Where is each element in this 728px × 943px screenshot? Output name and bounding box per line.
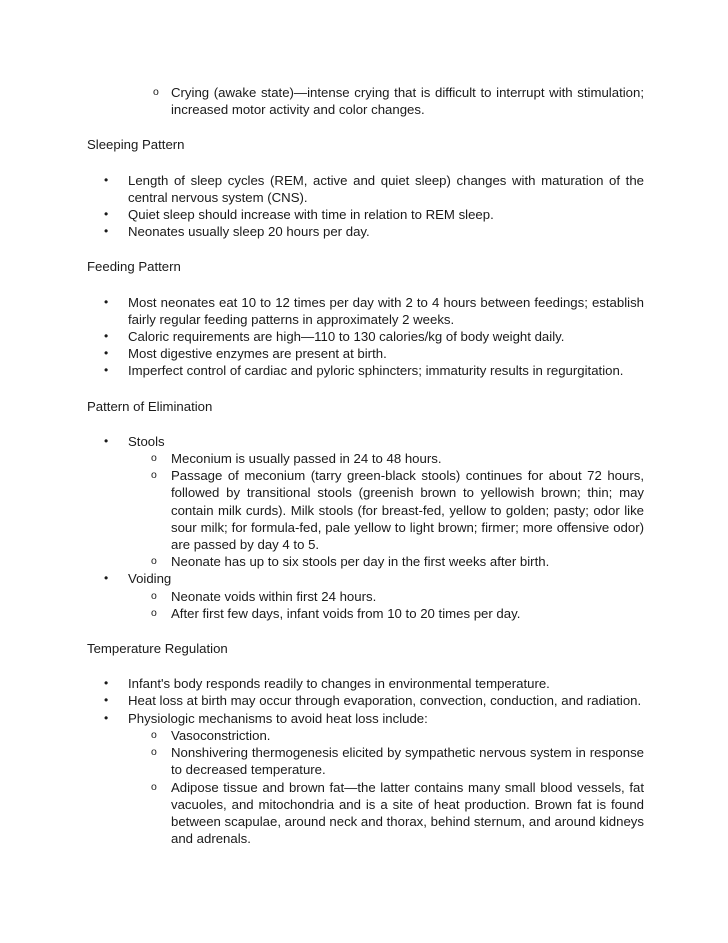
bullet-item (87, 362, 644, 379)
bullet-item (87, 692, 644, 709)
bullet-item (87, 433, 644, 571)
sub-list-item: o Passage of meconium (tarry green-black stools) continues for about 72 hours, followed by transitional stools (greenish brown to yellowish brown; thin; may contain milk curds). Milk stools (for breast-fed, yellow to golden; pasty; odor like sour milk; for formula-fed, pale yellow to light brown; firmer; more offensive odor) are passed by day 4 to 5. (128, 467, 644, 553)
sub-list-item: o Crying (awake state)—intense crying that is difficult to interrupt with stimulation; increased motor activity and color changes. (130, 84, 644, 118)
bullet-text: • Voiding (128, 571, 172, 587)
bullet-item (87, 223, 644, 240)
bullet-text: • Infant's body responds readily to changes in environmental temperature. (128, 676, 550, 692)
section-heading: Sleeping Pattern (87, 137, 185, 153)
bullet-text: • Heat loss at birth may occur through evaporation, convection, conduction, and radiation. (128, 693, 642, 709)
bullet-item (87, 345, 644, 362)
sub-list-item: o After first few days, infant voids from 10 to 20 times per day. (128, 605, 644, 622)
bullet-text: • Caloric requirements are high—110 to 130 calories/kg of body weight daily. (128, 329, 565, 345)
bullet-list (87, 675, 644, 847)
bullet-item (87, 328, 644, 345)
bullet-item (87, 172, 644, 206)
sub-list-item: o Adipose tissue and brown fat—the latter contains many small blood vessels, fat vacuoles, and mitochondria and is a site of heat production. Brown fat is found between scapulae, around neck and thorax, behind sternum, and around kidneys and adrenals. (128, 779, 644, 848)
sub-list-item: o Meconium is usually passed in 24 to 48 hours. (128, 450, 644, 467)
sub-list-item: o Vasoconstriction. (128, 727, 644, 744)
bullet-text: • Imperfect control of cardiac and pyloric sphincters; immaturity results in regurgitation. (128, 363, 624, 379)
section-heading: Pattern of Elimination (87, 398, 213, 414)
bullet-item (87, 675, 644, 692)
sub-list (128, 727, 644, 847)
sub-list (128, 588, 644, 622)
section-heading: Temperature Regulation (87, 641, 228, 657)
bullet-list (87, 172, 644, 241)
bullet-text: • Most digestive enzymes are present at birth. (128, 346, 387, 362)
bullet-list (87, 433, 644, 622)
bullet-item (87, 294, 644, 328)
document-body (87, 84, 644, 865)
sub-list-item: o Neonate voids within first 24 hours. (128, 588, 644, 605)
bullet-text: • Stools (128, 433, 165, 449)
sections-container (87, 136, 644, 847)
sub-list-item: o Nonshivering thermogenesis elicited by sympathetic nervous system in response to decreased temperature. (128, 744, 644, 778)
bullet-text: • Neonates usually sleep 20 hours per day. (128, 224, 370, 240)
bullet-text: • Physiologic mechanisms to avoid heat loss include: (128, 710, 428, 726)
bullet-list (87, 294, 644, 380)
section-heading: Feeding Pattern (87, 259, 181, 275)
bullet-text: • Most neonates eat 10 to 12 times per day with 2 to 4 hours between feedings; establish fairly regular feeding patterns in approximately 2 weeks. (128, 294, 644, 327)
bullet-item (87, 570, 644, 622)
bullet-text: • Quiet sleep should increase with time in relation to REM sleep. (128, 207, 494, 223)
bullet-text: • Length of sleep cycles (REM, active and quiet sleep) changes with maturation of the central nervous system (CNS). (128, 172, 644, 205)
intro-sublist (87, 84, 644, 118)
sub-list (128, 450, 644, 570)
bullet-item (87, 710, 644, 848)
sub-list-item: o Neonate has up to six stools per day in the first weeks after birth. (128, 553, 644, 570)
bullet-item (87, 206, 644, 223)
